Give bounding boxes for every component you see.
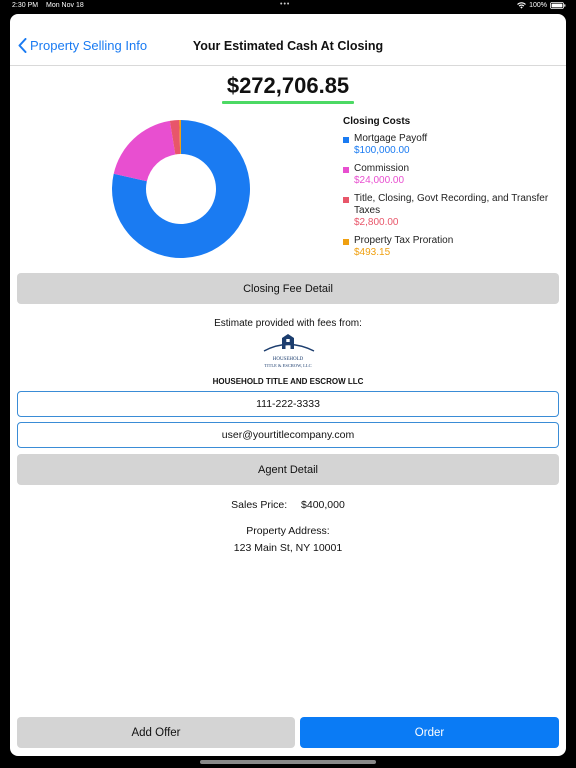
closing-fee-detail-button[interactable]: Closing Fee Detail — [17, 273, 559, 304]
legend-item-title-closing — [343, 193, 558, 229]
status-date: Mon Nov 18 — [46, 2, 84, 9]
sales-price-value: $400,000 — [301, 499, 345, 511]
legend-swatch — [343, 137, 349, 143]
legend-value: $493.15 — [354, 247, 391, 258]
email-field[interactable]: user@yourtitlecompany.com — [17, 422, 559, 448]
company-name: HOUSEHOLD TITLE AND ESCROW LLC — [212, 377, 364, 386]
modal-sheet — [10, 14, 566, 756]
multitask-dots-icon: ••• — [280, 1, 291, 8]
fees-intro-text: Estimate provided with fees from: — [214, 318, 362, 329]
legend-swatch — [343, 167, 349, 173]
wifi-icon — [517, 2, 526, 9]
sales-price-label: Sales Price: — [231, 499, 288, 511]
legend-label: Property Tax Proration — [354, 235, 454, 246]
logo-text-line1: HOUSEHOLD — [272, 357, 304, 362]
battery-icon — [550, 2, 566, 9]
legend-label: Commission — [354, 163, 410, 174]
estimated-cash-amount: $272,706.85 — [226, 73, 350, 98]
status-right — [517, 2, 566, 9]
address-label: Property Address: — [246, 525, 330, 537]
legend-value: $24,000.00 — [354, 175, 405, 186]
navigation-bar — [10, 14, 566, 66]
legend-swatch — [343, 239, 349, 245]
legend-item-property-tax — [343, 235, 558, 259]
legend-value: $2,800.00 — [354, 217, 399, 228]
order-button[interactable]: Order — [300, 717, 559, 748]
agent-detail-button[interactable]: Agent Detail — [17, 454, 559, 485]
donut-slice-commission — [114, 121, 176, 181]
legend-swatch — [343, 197, 349, 203]
status-bar — [0, 0, 576, 14]
legend-label: Title, Closing, Govt Recording, and Transfer Taxes — [354, 193, 549, 216]
legend-label: Mortgage Payoff — [354, 133, 428, 144]
legend-item-commission — [343, 163, 558, 187]
page-title: Your Estimated Cash At Closing — [192, 39, 384, 53]
phone-field[interactable]: 111-222-3333 — [17, 391, 559, 417]
back-button-label: Property Selling Info — [30, 38, 148, 53]
legend-item-mortgage-payoff — [343, 133, 558, 157]
sales-price-row — [10, 499, 566, 511]
logo-text-line2: TITLE & ESCROW, LLC — [264, 363, 312, 368]
legend-title: Closing Costs — [343, 116, 411, 127]
amount-underline — [222, 101, 354, 104]
legend-value: $100,000.00 — [354, 145, 410, 156]
address-value: 123 Main St, NY 10001 — [233, 542, 343, 554]
home-indicator — [200, 760, 376, 764]
add-offer-button[interactable]: Add Offer — [17, 717, 295, 748]
status-time: 2:30 PM — [12, 2, 39, 9]
battery-percent: 100% — [529, 2, 547, 9]
company-logo — [256, 334, 320, 372]
chart-legend — [343, 116, 558, 265]
closing-costs-donut-chart — [112, 120, 250, 258]
